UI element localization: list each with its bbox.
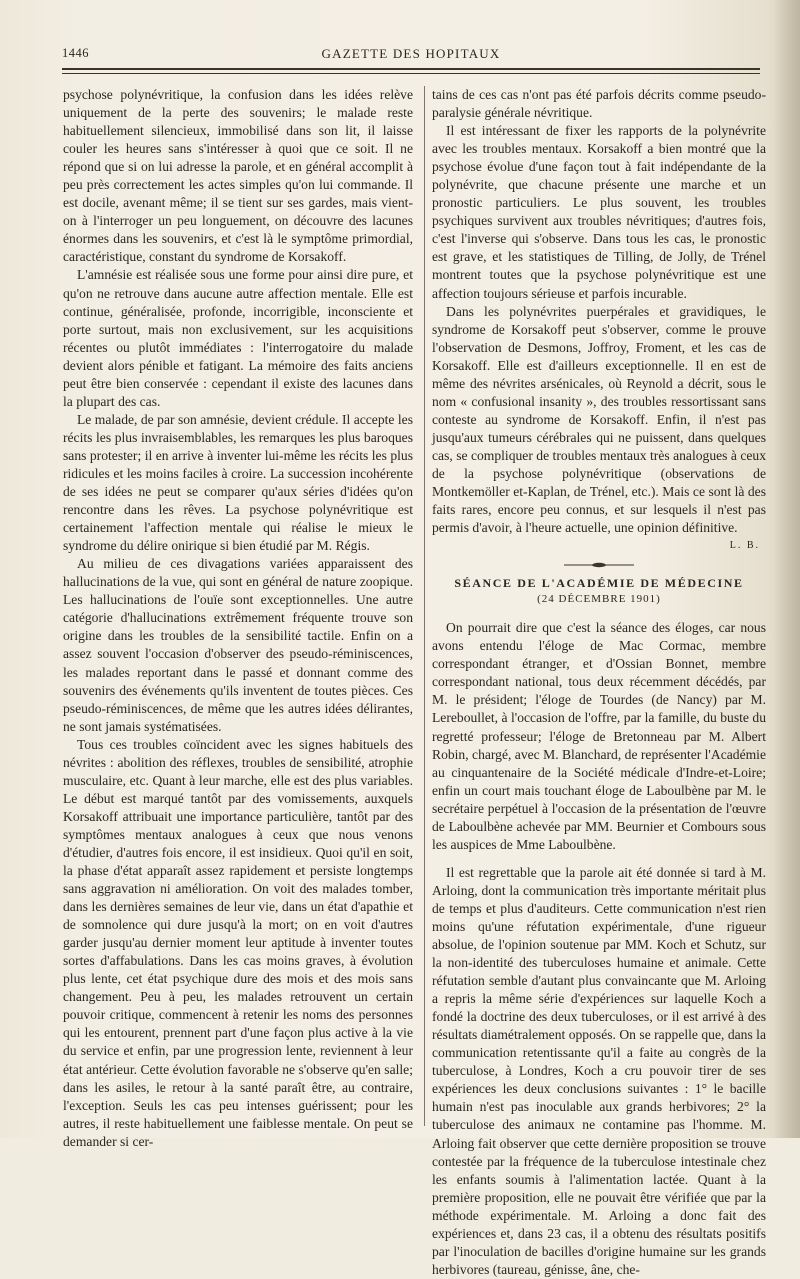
page-header	[62, 44, 760, 66]
section-date: (24 DÉCEMBRE 1901)	[537, 593, 661, 606]
section-ornament	[432, 557, 766, 571]
left-paragraph-5: Tous ces troubles coïncident avec les signes habituels des névrites : abolition des réflexes, troubles de sensibilité, atrophie musculaire, etc. Quant à leur marche, elle est des plus variables. Le début est marqué tantôt par des vomissements, auxquels Korsakoff attribuait une importance particulière, tantôt par des symptômes mentaux analogues à ceux que nous venons d'étudier, d'autres fois encore, il est insidieux. Quoi qu'il en soit, la phase d'état apparaît assez rapidement et persiste longtemps sans aggravation ni amélioration. On voit des malades tomber, dans les dernières semaines de leur vie, dans un état d'apathie et de somnolence qui dure jusqu'à la mort; on en voit d'autres garder jusqu'au dernier moment leur aptitude à inventer toutes sortes d'affabulations. Dans les cas moins graves, à évolution plus lente, cet état psychique dure des mois et des mois sans changement. Peu à peu, les malades retrouvent un certain pouvoir critique, commencent à retenir les noms des personnes qui les entourent, prennent part d'une façon plus active à la vie du service et enfin, par une progression lente, reviennent à leur état antérieur. Cette évolution favorable ne s'observe qu'en salle; dans les asiles, le retour à la santé paraît être, au contraire, l'exception. Seuls les cas peu intenses guérissent; pour les autres, il reste habituellement une faiblesse mentale. On peut se demander si cer-	[63, 736, 413, 1149]
left-paragraph-4: Au milieu de ces divagations variées apparaissent des hallucinations de la vue, qui sont en général de nature zoopique. Les hallucinations de l'ouïe sont exceptionnelles. Une autre catégorie d'hallucinations extrêmement fréquente trouve son origine dans les troubles de la sensibilité tactile. Enfin on a assez souvent l'occasion d'observer des pseudo-réminiscences, les malades reportant dans le passé et donnant comme des souvenirs des événements qu'ils inventent de toutes pièces. Ces pseudo-réminiscences, de même que les autres idées délirantes, ne sont jamais systématisées.	[63, 556, 413, 734]
left-paragraph-2: L'amnésie est réalisée sous une forme pour ainsi dire pure, et qu'on ne retrouve dans aucune autre affection mentale. Elle est continue, généralisée, profonde, incorrigible, inconsciente et porte surtout, mais non exclusivement, sur les acquisitions récentes ou plutôt immédiates : l'interrogatoire du malade devient alors pénible et fatigant. La mémoire des faits anciens peut être bien conservée : cependant il existe des lacunes dans la plupart des cas.	[63, 267, 413, 409]
column-divider	[424, 86, 425, 1126]
left-paragraph-3: Le malade, de par son amnésie, devient crédule. Il accepte les récits les plus invraisemblables, les remarques les plus baroques sans protester; il en arrive à inventer lui-même les récits les plus ridicules et les moins faciles à croire. La succession incohérente de ses idées ne peut se comparer qu'aux séries d'idées qu'on rencontre dans les rêves. La psychose polynévritique est certainement l'affection mentale qui réalise le mieux le syndrome du délire onirique si bien étudié par M. Régis.	[63, 411, 413, 554]
right-paragraph-2: Il est intéressant de fixer les rapports de la polynévrite avec les troubles mentaux. Korsakoff a bien montré que la psychose évolue d'une façon tout à fait indépendante de la polynévrite, que chacune présente une marche et un pronostic particuliers. Le plus souvent, les troubles psychiques survivent aux troubles névritiques; d'autres fois, c'est l'inverse qui s'observe. Dans tous les cas, le pronostic est grave, et les statistiques de Tilling, de Jolly, de Trénel montrent toutes que la psychose polynévritique est une affection toujours sérieuse et parfois incurable.	[432, 123, 766, 301]
left-column	[63, 86, 413, 1151]
paragraph-gap	[432, 854, 766, 864]
journal-title: GAZETTE DES HOPITAUX	[321, 46, 501, 61]
author-signature: L. B.	[729, 540, 760, 552]
right-paragraph-5: Il est regrettable que la parole ait été donnée si tard à M. Arloing, dont la communication très importante méritait plus de temps et plus d'auditeurs. Cette communication n'est rien moins qu'une réfutation expérimentale, d'une rigueur absolue, de l'opinion soutenue par MM. Koch et Schutz, sur la non-identité des tuberculoses humaine et animale. Cette réfutation semble d'autant plus convaincante que M. Arloing a repris la même série d'expériences sur laquelle Koch a fondé la doctrine des deux tuberculoses, or il est arrivé à des résultats diamétralement opposés. On se rappelle que, dans la communication retentissante qu'il a faite au congrès de la tuberculose, à Londres, Koch a cru pouvoir tirer de ses expériences les deux conclusions suivantes : 1° le bacille humain n'est pas inoculable aux grands herbivores; 2° la tuberculose des animaux ne contamine pas l'homme. M. Arloing fait observer que cette dernière proposition se trouve contestée par la fréquence de la tuberculose intestinale chez les enfants soumis à l'alimentation lactée. Quant à la première proposition, elle ne pouvait être vérifiée que par la méthode expérimentale. M. Arloing a donc fait des expériences et, dans 23 cas, il a obtenu des résultats positifs par l'inoculation de bacilles d'origine humaine sur les grands herbivores (taureau, génisse, âne, che-	[432, 864, 766, 1277]
right-paragraph-4: On pourrait dire que c'est la séance des éloges, car nous avons entendu l'éloge de Mac Cormac, membre correspondant étranger, et d'Ossian Bonnet, membre correspondant national, tous deux récemment décédés, par M. le président; l'éloge de Tourdes (de Nancy) par M. Lereboullet, à l'occasion de l'offre, par la famille, du buste du regretté professeur; l'éloge de Bretonneau par M. Albert Robin, chargé, avec M. Blanchard, de représenter l'Académie au cinquantenaire de la Société médicale d'Indre-et-Loire; enfin un court mais touchant éloge de Laboulbène par M. le secrétaire perpétuel à l'occasion de la présentation de l'œuvre de Laboulbène achevée par MM. Beurnier et Combours sous les auspices de Mme Laboulbène.	[432, 620, 766, 852]
right-column	[432, 86, 766, 1279]
header-rule-thin	[62, 73, 760, 74]
page-edge-shadow	[774, 0, 800, 1138]
ornament-divider-icon	[564, 560, 634, 570]
right-paragraph-3: Dans les polynévrites puerpérales et gravidiques, le syndrome de Korsakoff peut s'observer, comme le prouve l'observation de Desmons, Joffroy, Froment, et les cas de Korsakoff. Elle est d'ailleurs exceptionnelle. Il en est de même des névrites arsénicales, où Reynold a décrit, sous le nom « confusional insanity », des troubles ressortissant sans conteste au syndrome de Korsakoff. Enfin, il n'est pas jusqu'aux tumeurs cérébrales qui ne puissent, dans quelques cas, se compliquer de troubles mentaux très analogues à ceux de la psychose polynévritique (observations de Montkemöller et-Kaplan, de Trénel, etc.). Mais ce sont là des faits rares, encore peu connus, et sur lesquels il n'est pas permis d'avoir, à l'heure actuelle, une opinion définitive.	[432, 303, 766, 536]
right-paragraph-1: tains de ces cas n'ont pas été parfois décrits comme pseudo-paralysie générale névritique.	[432, 87, 766, 121]
left-paragraph-1: psychose polynévritique, la confusion dans les idées relève uniquement de la perte des souvenirs; le malade reste habituellement silencieux, immobilisé dans son lit, il laisse couler les heures sans s'intéresser à quoi que ce soit. Il ne répond que si on lui adresse la parole, et en général accomplit à peu près correctement les actes simples qu'on lui commande. Il est docile, avenant même; il se tient sur ses gardes, mais vient-on à l'interroger un peu longuement, on découvre des lacunes énormes dans les souvenirs, et c'est là le symptôme primordial, caractéristique, constant du syndrome de Korsakoff.	[63, 87, 413, 265]
header-rule-thick	[62, 68, 760, 70]
page-number: 1446	[62, 46, 89, 60]
section-title: SÉANCE DE L'ACADÉMIE DE MÉDECINE	[454, 576, 744, 591]
